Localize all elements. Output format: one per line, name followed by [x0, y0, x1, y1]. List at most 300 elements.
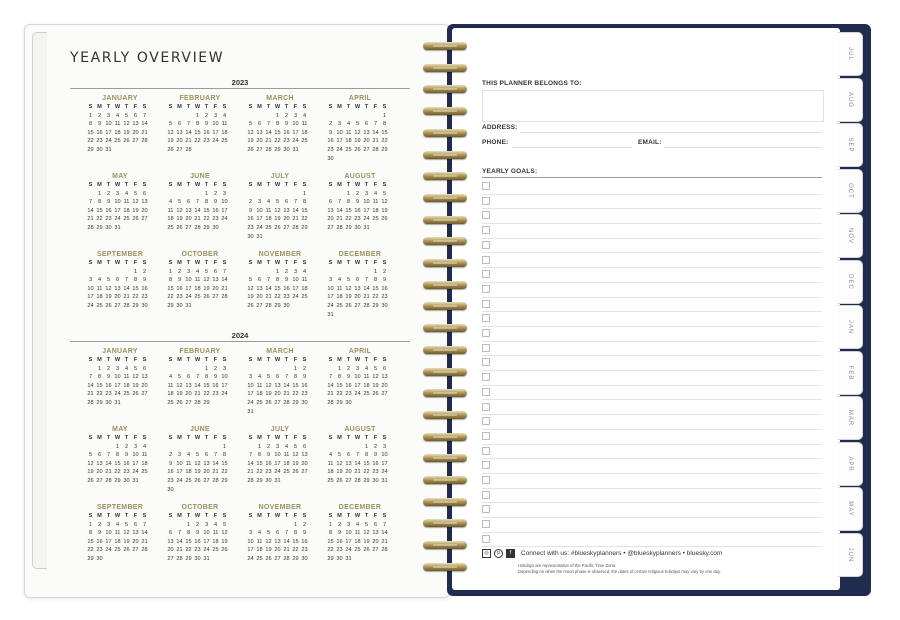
goal-row[interactable] [482, 282, 822, 298]
day-blank [291, 190, 300, 199]
day-number: 7 [266, 121, 271, 128]
day-number: 3 [222, 365, 227, 372]
day-number: 6 [364, 121, 369, 128]
day-number: 9 [195, 530, 200, 537]
day-number: 23 [283, 294, 290, 301]
weekday-letter: T [266, 513, 271, 519]
goal-checkbox[interactable] [482, 373, 490, 381]
tab-may[interactable] [838, 487, 863, 531]
month-name: DECEMBER [338, 251, 382, 258]
day-number: 28 [336, 224, 343, 231]
month-name: JUNE [190, 173, 210, 180]
day-number: 20 [114, 294, 121, 301]
day-number: 11 [256, 382, 263, 389]
day-blank [273, 190, 282, 199]
goal-checkbox[interactable] [482, 417, 490, 425]
day-number: 2 [195, 521, 200, 528]
day-number: 5 [293, 443, 298, 450]
day-number: 2 [346, 365, 351, 372]
goal-row[interactable] [482, 429, 822, 445]
weekday-letter: T [346, 513, 351, 519]
day-number: 16 [354, 207, 361, 214]
day-number: 16 [265, 460, 272, 467]
day-blank [255, 268, 264, 277]
weekday-letter: S [328, 182, 333, 188]
day-number: 1 [195, 112, 200, 119]
goal-checkbox[interactable] [482, 197, 490, 205]
day-number: 30 [105, 399, 112, 406]
day-number: 26 [292, 469, 299, 476]
day-number: 29 [87, 555, 94, 562]
day-number: 13 [96, 460, 103, 467]
weekday-letter: T [186, 435, 191, 441]
day-number: 4 [257, 374, 262, 381]
tab-oct[interactable] [838, 169, 863, 213]
weekday-letter: T [204, 104, 209, 110]
goal-checkbox[interactable] [482, 211, 490, 219]
day-number: 1 [115, 443, 120, 450]
tab-mar[interactable] [838, 396, 863, 440]
goal-checkbox[interactable] [482, 270, 490, 278]
day-number: 28 [141, 138, 148, 145]
day-blank [362, 112, 371, 121]
day-number: 15 [327, 538, 334, 545]
day-number: 20 [372, 538, 379, 545]
tab-jan[interactable] [838, 305, 863, 349]
day-number: 6 [204, 452, 209, 459]
goal-checkbox[interactable] [482, 182, 490, 190]
weekday-letter: T [266, 104, 271, 110]
day-number: 9 [177, 277, 182, 284]
day-number: 15 [167, 285, 174, 292]
tab-label: DEC [847, 273, 853, 290]
day-number: 21 [123, 294, 130, 301]
goal-checkbox[interactable] [482, 461, 490, 469]
day-number: 19 [274, 216, 281, 223]
day-number: 1 [97, 190, 102, 197]
day-number: 14 [247, 460, 254, 467]
day-number: 31 [114, 224, 121, 231]
day-number: 18 [256, 547, 263, 554]
weekday-letter: T [346, 182, 351, 188]
day-number: 12 [247, 129, 254, 136]
day-number: 26 [176, 224, 183, 231]
day-grid [166, 268, 234, 311]
goal-row[interactable] [482, 253, 822, 269]
day-number: 10 [363, 199, 370, 206]
email-line[interactable] [664, 147, 822, 148]
day-number: 27 [185, 399, 192, 406]
day-number: 7 [106, 452, 111, 459]
day-number: 18 [194, 285, 201, 292]
day-blank [326, 190, 335, 199]
goal-checkbox[interactable] [482, 535, 490, 543]
day-number: 11 [167, 382, 174, 389]
day-number: 12 [123, 530, 130, 537]
goal-row[interactable] [482, 267, 822, 283]
goal-checkbox[interactable] [482, 432, 490, 440]
day-number: 13 [132, 121, 139, 128]
weekday-letter: F [293, 260, 298, 266]
goal-checkbox[interactable] [482, 520, 490, 528]
day-blank [175, 365, 184, 374]
day-number: 1 [222, 443, 227, 450]
day-number: 16 [194, 538, 201, 545]
goal-row[interactable] [482, 194, 822, 210]
weekday-letter: W [194, 104, 201, 110]
weekday-letter: S [222, 435, 227, 441]
day-number: 24 [114, 216, 121, 223]
weekday-letter: S [328, 435, 333, 441]
day-number: 3 [382, 443, 387, 450]
weekday-letter: T [266, 435, 271, 441]
weekday-letter: T [266, 182, 271, 188]
day-number: 18 [141, 460, 148, 467]
month-name: JANUARY [102, 95, 138, 102]
day-blank [344, 443, 353, 452]
weekday-letter: T [106, 104, 111, 110]
day-number: 6 [168, 530, 173, 537]
day-number: 30 [141, 302, 148, 309]
day-number: 26 [167, 146, 174, 153]
goal-checkbox[interactable] [482, 226, 490, 234]
goal-checkbox[interactable] [482, 314, 490, 322]
spiral-ring [423, 194, 467, 202]
day-number: 14 [194, 207, 201, 214]
day-number: 22 [274, 138, 281, 145]
tab-apr[interactable] [838, 442, 863, 486]
day-number: 4 [302, 268, 307, 275]
day-number: 12 [292, 452, 299, 459]
weekday-letter: F [373, 357, 378, 363]
goal-row[interactable] [482, 326, 822, 342]
goal-checkbox[interactable] [482, 388, 490, 396]
goal-checkbox[interactable] [482, 491, 490, 499]
day-blank [273, 521, 282, 530]
goal-row[interactable] [482, 488, 822, 504]
day-number: 10 [381, 452, 388, 459]
weekday-letter: M [257, 182, 262, 188]
day-number: 22 [194, 138, 201, 145]
day-number: 4 [186, 452, 191, 459]
day-number: 5 [133, 365, 138, 372]
day-number: 14 [221, 277, 228, 284]
day-number: 29 [363, 477, 370, 484]
day-number: 6 [177, 121, 182, 128]
day-number: 21 [363, 294, 370, 301]
weekday-letter: T [106, 513, 111, 519]
day-number: 23 [96, 138, 103, 145]
day-number: 27 [114, 302, 121, 309]
day-number: 3 [204, 521, 209, 528]
weekday-letter: W [274, 513, 281, 519]
day-number: 21 [105, 469, 112, 476]
day-blank [166, 443, 175, 452]
day-number: 10 [132, 452, 139, 459]
day-number: 22 [381, 138, 388, 145]
goal-checkbox[interactable] [482, 447, 490, 455]
day-number: 28 [265, 302, 272, 309]
day-number: 23 [354, 216, 361, 223]
day-number: 25 [372, 216, 379, 223]
day-number: 3 [106, 112, 111, 119]
day-number: 29 [132, 302, 139, 309]
day-number: 19 [265, 391, 272, 398]
day-blank [175, 112, 184, 121]
day-number: 22 [87, 138, 94, 145]
tab-label: JUN [847, 547, 853, 562]
day-blank [335, 443, 344, 452]
goal-checkbox[interactable] [482, 329, 490, 337]
day-number: 15 [194, 129, 201, 136]
day-number: 12 [221, 530, 228, 537]
goal-row[interactable] [482, 473, 822, 489]
weekday-letter: T [364, 182, 369, 188]
phone-line[interactable] [512, 147, 632, 148]
day-number: 5 [124, 112, 129, 119]
weekday-letter: W [114, 435, 121, 441]
weekday-letter: T [124, 435, 129, 441]
day-number: 5 [106, 277, 111, 284]
day-number: 3 [177, 452, 182, 459]
day-number: 28 [185, 146, 192, 153]
goal-row[interactable] [482, 223, 822, 239]
day-number: 12 [87, 460, 94, 467]
goal-row[interactable] [482, 385, 822, 401]
day-number: 17 [345, 538, 352, 545]
goal-row[interactable] [482, 341, 822, 357]
day-number: 15 [221, 460, 228, 467]
month-march-2024 [246, 347, 314, 416]
day-number: 26 [123, 547, 130, 554]
day-number: 30 [345, 399, 352, 406]
goal-row[interactable] [482, 297, 822, 313]
year-label-2023: 2023 [231, 78, 249, 87]
tab-feb[interactable] [838, 351, 863, 395]
weekday-letter: F [133, 357, 138, 363]
day-number: 28 [194, 399, 201, 406]
weekday-letter: W [114, 104, 121, 110]
month-january-2023 [86, 94, 154, 155]
day-number: 5 [124, 521, 129, 528]
goal-checkbox[interactable] [482, 241, 490, 249]
day-number: 20 [283, 216, 290, 223]
day-number: 4 [168, 374, 173, 381]
day-number: 14 [354, 460, 361, 467]
spiral-ring [423, 302, 467, 310]
day-number: 9 [97, 530, 102, 537]
day-number: 7 [88, 374, 93, 381]
day-number: 28 [283, 399, 290, 406]
weekday-letter: F [133, 260, 138, 266]
day-number: 26 [336, 477, 343, 484]
day-number: 5 [275, 199, 280, 206]
weekday-letter: S [222, 104, 227, 110]
day-number: 26 [265, 555, 272, 562]
fine-print-2: Depending on when the moon phase is observed, the dates of certain religious holidays may vary by one day. [518, 569, 721, 574]
goal-row[interactable] [482, 400, 822, 416]
day-number: 20 [141, 207, 148, 214]
goal-checkbox[interactable] [482, 256, 490, 264]
belongs-label: THIS PLANNER BELONGS TO: [482, 80, 582, 87]
day-number: 8 [204, 374, 209, 381]
goal-checkbox[interactable] [482, 358, 490, 366]
weekday-letter: S [328, 513, 333, 519]
day-number: 10 [221, 199, 228, 206]
day-number: 8 [97, 199, 102, 206]
day-number: 10 [292, 277, 299, 284]
day-number: 26 [203, 294, 210, 301]
day-number: 4 [115, 521, 120, 528]
day-number: 12 [354, 129, 361, 136]
weekday-letter: F [133, 104, 138, 110]
day-number: 13 [354, 285, 361, 292]
goal-checkbox[interactable] [482, 300, 490, 308]
goal-row[interactable] [482, 311, 822, 327]
goal-row[interactable] [482, 532, 822, 548]
day-number: 5 [168, 121, 173, 128]
day-number: 23 [301, 547, 308, 554]
goal-row[interactable] [482, 517, 822, 533]
goal-checkbox[interactable] [482, 403, 490, 411]
day-number: 17 [274, 460, 281, 467]
day-number: 5 [346, 277, 351, 284]
tab-nov[interactable] [838, 214, 863, 258]
weekday-letter: F [373, 435, 378, 441]
day-number: 3 [115, 190, 120, 197]
spiral-ring [423, 216, 467, 224]
day-blank [86, 268, 95, 277]
day-number: 26 [372, 391, 379, 398]
day-grid [326, 521, 394, 564]
goal-row[interactable] [482, 355, 822, 371]
day-number: 28 [292, 224, 299, 231]
day-number: 27 [301, 469, 308, 476]
weekday-letter: T [284, 182, 289, 188]
day-number: 17 [354, 382, 361, 389]
weekday-letter: S [248, 513, 253, 519]
tab-aug[interactable] [838, 78, 863, 122]
tab-jul[interactable] [838, 32, 863, 76]
goal-checkbox[interactable] [482, 505, 490, 513]
weekday-letter: M [97, 513, 102, 519]
weekday-letter: S [382, 182, 387, 188]
goal-checkbox[interactable] [482, 476, 490, 484]
day-number: 9 [302, 530, 307, 537]
weekday-letter: T [266, 260, 271, 266]
day-number: 19 [247, 294, 254, 301]
day-blank [282, 190, 291, 199]
weekday-header [326, 512, 394, 521]
day-number: 27 [327, 224, 334, 231]
day-number: 7 [337, 199, 342, 206]
day-number: 10 [256, 207, 263, 214]
month-july-2024 [246, 425, 314, 486]
day-number: 25 [336, 302, 343, 309]
goal-row[interactable] [482, 370, 822, 386]
weekday-letter: F [373, 104, 378, 110]
day-number: 8 [204, 199, 209, 206]
goal-row[interactable] [482, 208, 822, 224]
day-number: 24 [327, 302, 334, 309]
day-blank [184, 443, 193, 452]
goal-row[interactable] [482, 502, 822, 518]
day-number: 13 [185, 382, 192, 389]
goal-row[interactable] [482, 458, 822, 474]
address-line[interactable] [520, 132, 822, 133]
month-september-2024 [86, 503, 154, 564]
day-number: 5 [266, 530, 271, 537]
tab-dec[interactable] [838, 260, 863, 304]
weekday-letter: W [274, 260, 281, 266]
day-number: 23 [96, 547, 103, 554]
day-number: 31 [363, 224, 370, 231]
weekday-letter: S [222, 182, 227, 188]
day-number: 15 [203, 382, 210, 389]
day-number: 22 [301, 216, 308, 223]
day-number: 3 [364, 190, 369, 197]
owner-name-box[interactable] [482, 90, 824, 122]
day-number: 11 [345, 129, 352, 136]
day-blank [264, 268, 273, 277]
weekday-letter: S [248, 260, 253, 266]
weekday-letter: S [88, 435, 93, 441]
weekday-letter: T [204, 182, 209, 188]
day-number: 21 [372, 138, 379, 145]
day-number: 23 [123, 469, 130, 476]
goal-row[interactable] [482, 444, 822, 460]
day-grid [86, 268, 154, 311]
day-number: 21 [283, 391, 290, 398]
spiral-ring [423, 42, 467, 50]
day-number: 24 [132, 469, 139, 476]
weekday-letter: T [346, 357, 351, 363]
day-blank [86, 190, 95, 199]
day-grid [86, 190, 154, 233]
weekday-letter: W [274, 182, 281, 188]
day-number: 7 [284, 530, 289, 537]
goal-checkbox[interactable] [482, 344, 490, 352]
day-number: 7 [195, 374, 200, 381]
day-number: 23 [105, 216, 112, 223]
day-number: 23 [176, 294, 183, 301]
day-number: 18 [123, 382, 130, 389]
month-name: JANUARY [102, 348, 138, 355]
month-october-2023 [166, 250, 234, 311]
day-number: 20 [274, 547, 281, 554]
day-number: 23 [203, 138, 210, 145]
day-number: 5 [204, 268, 209, 275]
day-number: 8 [302, 199, 307, 206]
day-number: 20 [212, 285, 219, 292]
goal-row[interactable] [482, 238, 822, 254]
tab-jun[interactable] [838, 533, 863, 577]
weekday-letter: T [284, 357, 289, 363]
day-number: 9 [213, 199, 218, 206]
goal-row[interactable] [482, 179, 822, 195]
day-blank [353, 443, 362, 452]
weekday-letter: S [248, 182, 253, 188]
day-number: 16 [327, 138, 334, 145]
day-number: 9 [302, 374, 307, 381]
weekday-letter: T [106, 260, 111, 266]
day-number: 5 [373, 365, 378, 372]
weekday-header [166, 103, 234, 112]
goal-checkbox[interactable] [482, 285, 490, 293]
day-number: 30 [96, 555, 103, 562]
tab-sep[interactable] [838, 123, 863, 167]
goal-row[interactable] [482, 414, 822, 430]
